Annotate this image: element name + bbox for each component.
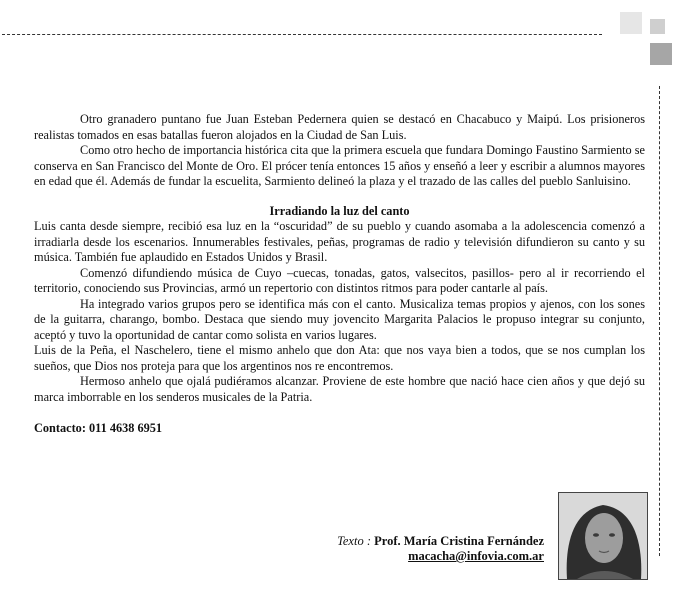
contact-line: Contacto: 011 4638 6951 bbox=[34, 421, 163, 435]
paragraph-pedernera: Otro granadero puntano fue Juan Esteban Pedernera quien se destacó en Chacabuco y Maipú. Los prisioneros realistas tomados en esas batallas fueron alojados en la Ciudad de San Luis. bbox=[34, 112, 645, 142]
portrait-image bbox=[559, 493, 647, 579]
author-credit bbox=[337, 534, 544, 564]
decor-square-mid bbox=[650, 19, 665, 34]
decor-square-dark bbox=[650, 43, 672, 65]
credit-label: Texto : bbox=[337, 534, 371, 548]
right-dashed-rule bbox=[659, 86, 660, 556]
paragraph-luis-canta: Luis canta desde siempre, recibió esa luz en la “oscuridad” de su pueblo y cuando asomaba a la adolescencia comenzó a irradiarla desde los escenarios. Innumerables festivales, peñas, programas de radio y televisión difundieron su canto y su música. También fue aplaudido en Estados Unidos y Brasil. bbox=[34, 219, 645, 264]
decor-square-light bbox=[620, 12, 642, 34]
author-email-link[interactable]: macacha@infovia.com.ar bbox=[408, 549, 544, 563]
top-dashed-rule bbox=[2, 34, 602, 35]
paragraph-musica-cuyo: Comenzó difundiendo música de Cuyo –cuecas, tonadas, gatos, valsecitos, pasillos- pero al ir recorriendo el territorio, conociendo sus Provincias, armó un repertorio con distintos ritmos para poder cantarle al país. bbox=[34, 265, 645, 295]
section-heading: Irradiando la luz del canto bbox=[269, 203, 410, 218]
author-name: Prof. María Cristina Fernández bbox=[374, 534, 544, 548]
author-photo bbox=[558, 492, 648, 580]
article-body bbox=[34, 112, 645, 437]
paragraph-naschelero: Luis de la Peña, el Naschelero, tiene el mismo anhelo que don Ata: que nos vaya bien a todos, que se nos cumplan los sueños, que Dios nos proteja para que los argentinos nos re encontremos. bbox=[34, 343, 645, 373]
paragraph-grupos: Ha integrado varios grupos pero se identifica más con el canto. Musicaliza temas propios y ajenos, con los sones de la guitarra, charango, bombo. Destaca que siendo muy jovencito Margarita Palacios le propuso integrar su conjunto, aceptó y tuvo la oportunidad de cantar como solista en varios lugares. bbox=[34, 296, 645, 342]
paragraph-anhelo: Hermoso anhelo que ojalá pudiéramos alcanzar. Proviene de este hombre que nació hace cien años y que dejó su marca imborrable en los senderos musicales de la Patria. bbox=[34, 374, 645, 404]
paragraph-sarmiento: Como otro hecho de importancia histórica cita que la primera escuela que fundara Domingo Faustino Sarmiento se conserva en San Francisco del Monte de Oro. El prócer tenía entonces 15 años y enseñó a leer y escribir a alumnos mayores en edad que él. Además de fundar la escuelita, Sarmiento delineó la plaza y el trazado de las calles del pueblo Sanluisino. bbox=[34, 143, 645, 188]
